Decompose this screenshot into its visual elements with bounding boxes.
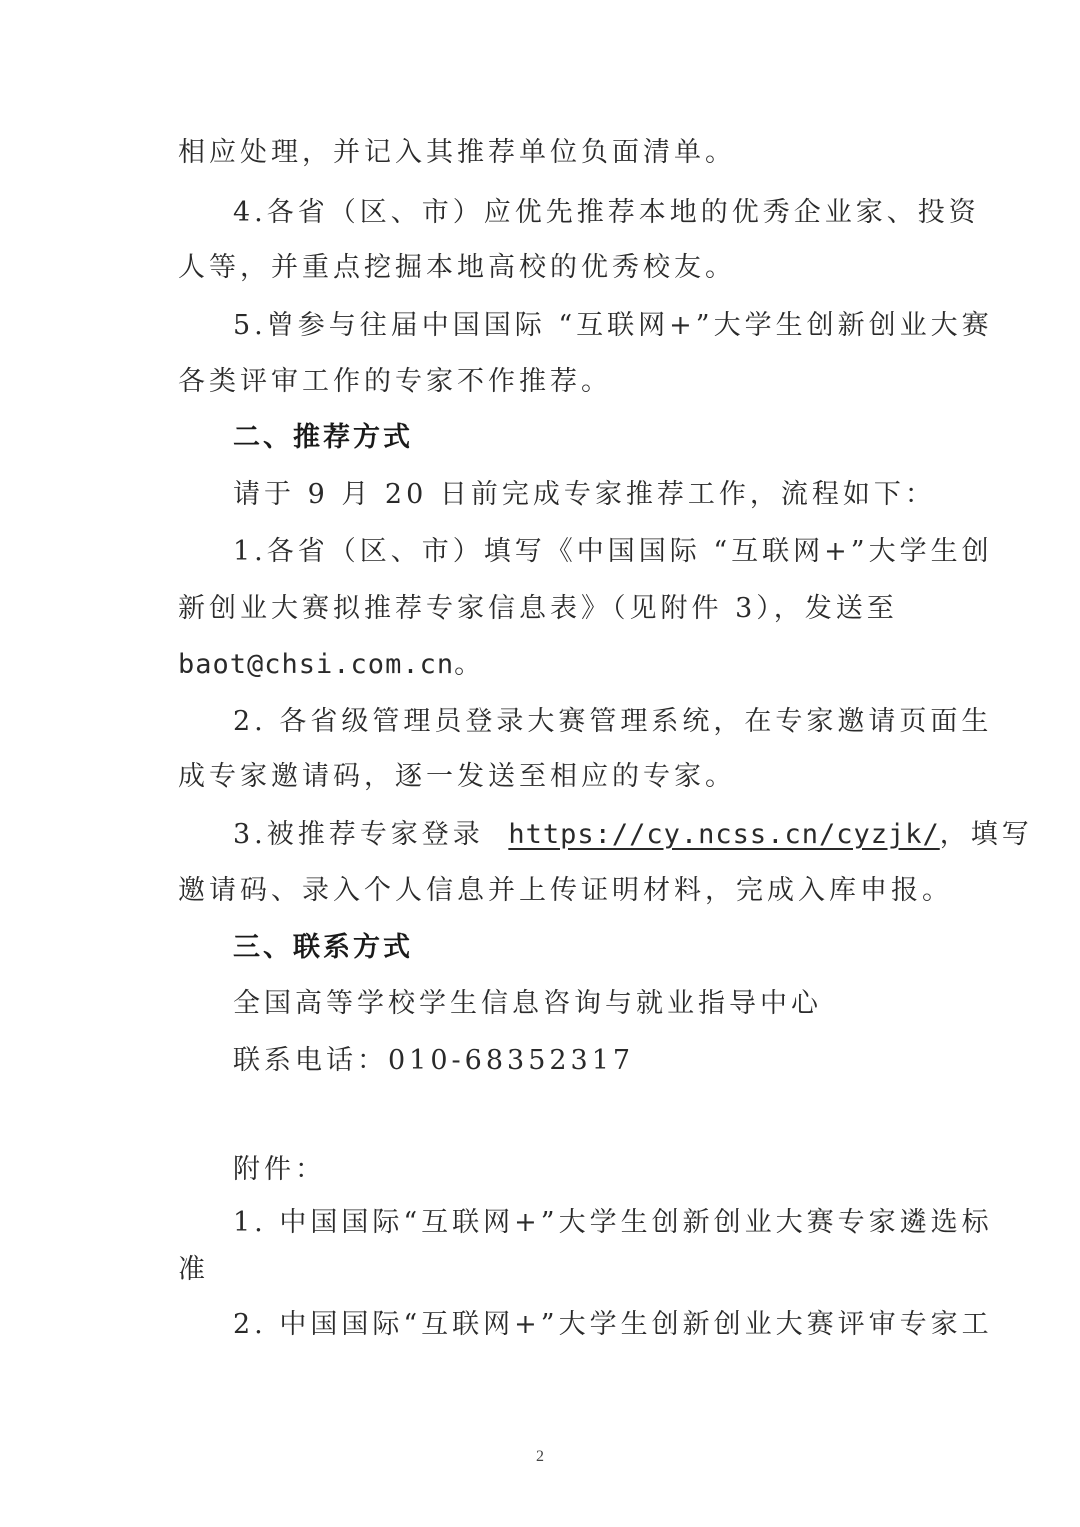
paragraph-line: 人等，并重点挖掘本地高校的优秀校友。 [178, 252, 736, 283]
paragraph-line: 相应处理，并记入其推荐单位负面清单。 [178, 137, 736, 168]
email-address: baot@chsi.com.cn。 [178, 649, 483, 680]
contact-phone: 联系电话：010-68352317 [233, 1045, 635, 1076]
attachment-item: 1. 中国国际“互联网+”大学生创新创业大赛专家遴选标 [233, 1207, 993, 1238]
section-heading: 二、推荐方式 [233, 422, 413, 453]
attachments-label: 附件： [233, 1154, 326, 1185]
paragraph-line: 请于 9 月 20 日前完成专家推荐工作，流程如下： [233, 479, 936, 510]
paragraph-line: 邀请码、录入个人信息并上传证明材料，完成入库申报。 [178, 875, 953, 906]
paragraph-line: 5.曾参与往届中国国际 “互联网+”大学生创新创业大赛 [233, 310, 993, 341]
paragraph-line: 4.各省（区、市）应优先推荐本地的优秀企业家、投资 [233, 197, 980, 228]
page-number: 2 [536, 1448, 544, 1465]
paragraph-line: 2. 各省级管理员登录大赛管理系统，在专家邀请页面生 [233, 706, 993, 737]
contact-organization: 全国高等学校学生信息咨询与就业指导中心 [233, 988, 822, 1019]
paragraph-text: ，填写 [939, 819, 1033, 850]
attachment-item: 2. 中国国际“互联网+”大学生创新创业大赛评审专家工 [233, 1309, 993, 1340]
attachment-item-continued: 准 [178, 1254, 209, 1285]
paragraph-line: 成专家邀请码，逐一发送至相应的专家。 [178, 761, 736, 792]
paragraph-text: 3.被推荐专家登录 [233, 819, 484, 850]
paragraph-line: 各类评审工作的专家不作推荐。 [178, 366, 612, 397]
registration-link[interactable]: https://cy.ncss.cn/cyzjk/ [508, 819, 940, 850]
paragraph-line-with-link [233, 815, 1033, 855]
paragraph-line: 新创业大赛拟推荐专家信息表》（见附件 3），发送至 [178, 593, 898, 624]
section-heading: 三、联系方式 [233, 932, 413, 963]
paragraph-line: 1.各省（区、市）填写《中国国际 “互联网+”大学生创 [233, 536, 993, 567]
